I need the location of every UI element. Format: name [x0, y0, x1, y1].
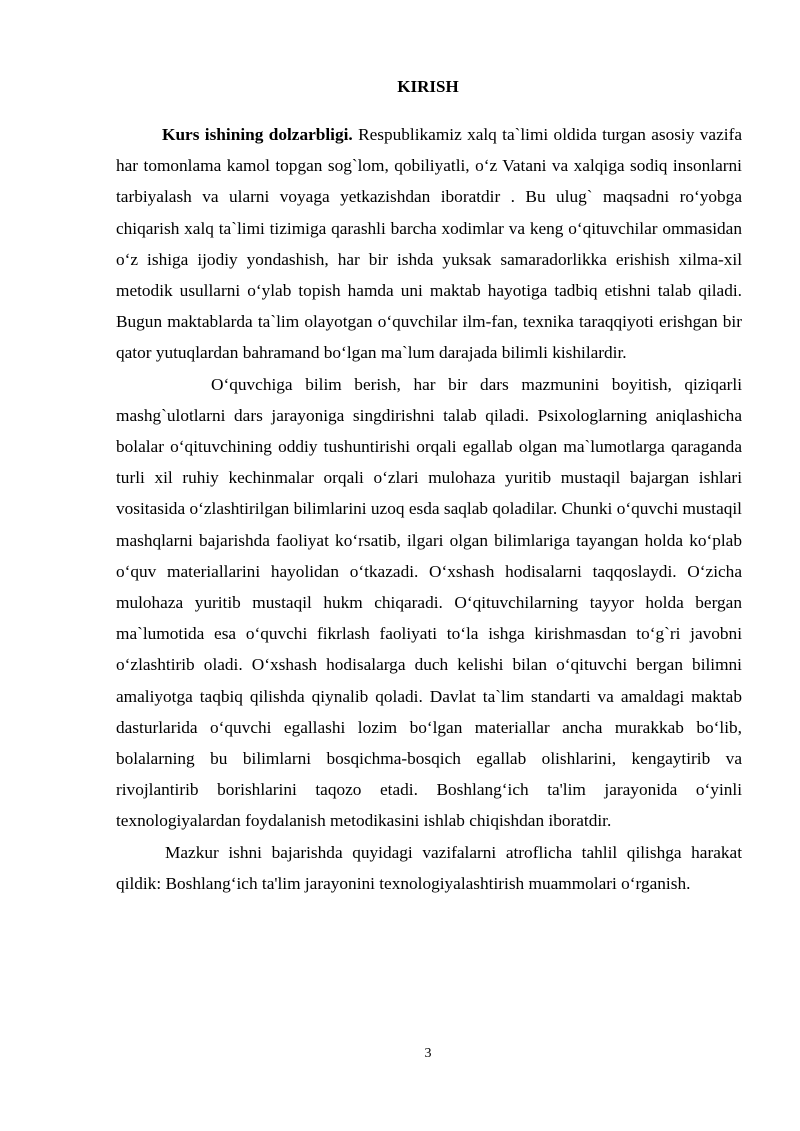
- paragraph-text: Respublikamiz xalq ta`limi oldida turgan asosiy vazifa har tomonlama kamol topgan sog`lom, qobiliyatli, o‘z Vatani va xalqiga sodiq insonlarni tarbiyalash va ularni voyaga yetkazishdan iboratdir . Bu ulug` maqsadni ro‘yobga chiqarish xalq ta`limi tizimiga qarashli barcha xodimlar va keng o‘qituvchilar ommasidan o‘z ishiga ijodiy yondashish, har bir ishda yuksak samaradorlikka erishish xilma-xil metodik usullarni o‘ylab topish hamda uni maktab hayotiga tadbiq etishni talab qiladi. Bugun maktablarda ta`lim olayotgan o‘quvchilar ilm-fan, texnika taraqqiyoti erishgan bir qator yutuqlardan bahramand bo‘lgan ma`lum darajada bilimli kishilardir.: [116, 125, 742, 363]
- page-heading: KIRISH: [397, 77, 459, 96]
- paragraph-tasks: Mazkur ishni bajarishda quyidagi vazifalarni atroflicha tahlil qilishga harakat qildik: Boshlang‘ich ta'lim jarayonini texnologiyalashtirish muammolari o‘rganish.: [116, 842, 742, 893]
- paragraph-student-knowledge: O‘quvchiga bilim berish, har bir dars mazmunini boyitish, qiziqarli mashg`ulotlarni dars jarayoniga singdirishni talab qiladi. Psixologlarning aniqlashicha bolalar o‘qituvchining oddiy tushuntirishi orqali egallab olgan ma`lumotlarga qaraganda turli xil ruhiy kechinmalar orqali o‘zlari mulohaza yuritib mustaqil bajargan ishlari vositasida o‘zlashtirilgan bilimlarini uzoq esda saqlab qoladilar. Chunki o‘quvchi mustaqil mashqlarni bajarishda faoliyat ko‘rsatib, ilgari olgan bilimlariga tayangan holda ko‘plab o‘quv materiallarini hayolidan o‘tkazadi. O‘xshash hodisalarni taqqoslaydi. O‘zicha mulohaza yuritib mustaqil hukm chiqaradi. O‘qituvchilarning tayyor holda bergan ma`lumotida esa o‘quvchi fikrlash faoliyati to‘la ishga kirishmasdan to‘g`ri javobni o‘zlashtirib oladi. O‘xshash hodisalarga duch kelishi bilan o‘qituvchi bergan bilimni amaliyotga taqbiq qilishda qiynalib qoladi. Davlat ta`lim standarti va amaldagi maktab dasturlarida o‘quvchi egallashi lozim bo‘lgan materiallar ancha murakkab bo‘lib, bolalarning bu bilimlarni bosqichma-bosqich egallab olishlarini, kengaytirib va rivojlantirib borishlarini taqozo etadi. Boshlang‘ich ta'lim jarayonida o‘yinli texnologiyalardan foydalanish metodikasini ishlab chiqishdan iboratdir.: [116, 374, 742, 831]
- body-text: [116, 119, 742, 899]
- paragraph-relevance: [116, 119, 742, 369]
- paragraph-lead-in: Kurs ishining dolzarbligi.: [162, 125, 353, 144]
- page-number: 3: [424, 1046, 432, 1061]
